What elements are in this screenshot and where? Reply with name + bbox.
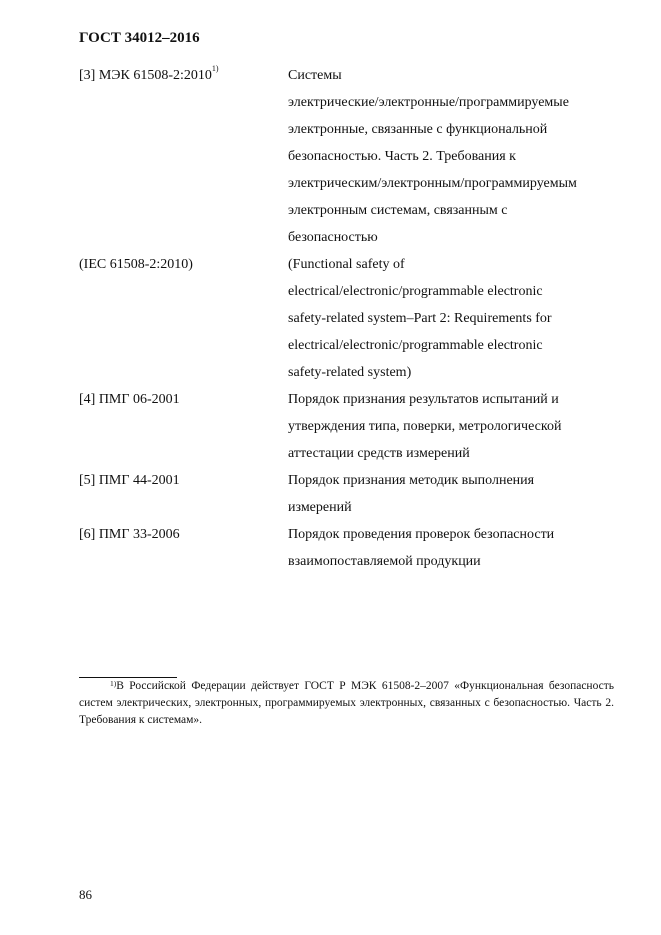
reference-item-4: [79, 386, 619, 467]
footnote-marker: 1): [211, 64, 219, 73]
reference-title-line: аттестации средств измерений: [288, 446, 470, 461]
reference-code: [79, 386, 288, 413]
reference-code-text: [5] ПМГ 44-2001: [79, 473, 180, 488]
references-list: [79, 62, 619, 575]
reference-title-line: безопасностью: [288, 230, 378, 245]
page-number: 86: [79, 887, 92, 902]
footnote-text: В Российской Федерации действует ГОСТ Р МЭК 61508-2–2007 «Функциональная безопасность систем электрических, электронных, программируемых электронных, связанных с безопасностью. Часть 2. Требования к системам».: [79, 680, 614, 726]
reference-code-text: [4] ПМГ 06-2001: [79, 392, 180, 407]
reference-title-line: Системы: [288, 68, 342, 83]
reference-code: [79, 521, 288, 548]
reference-title: [288, 467, 618, 521]
reference-title-line: electrical/electronic/programmable electronic: [288, 338, 543, 353]
reference-title-line: Порядок признания методик выполнения: [288, 473, 535, 488]
footnote-mark: 1): [110, 679, 117, 688]
reference-title-line: измерений: [288, 500, 352, 515]
reference-item-iec: [79, 251, 619, 386]
reference-title: [288, 62, 618, 251]
reference-title: [288, 521, 618, 575]
reference-title: [288, 251, 618, 386]
reference-title-line: electrical/electronic/programmable electronic: [288, 284, 543, 299]
reference-item-3: [79, 62, 619, 251]
reference-item-5: [79, 467, 619, 521]
reference-title-line: Порядок проведения проверок безопасности: [288, 527, 555, 542]
reference-item-6: [79, 521, 619, 575]
reference-title-line: электронные, связанные с функциональной: [288, 122, 548, 137]
document-header: ГОСТ 34012–2016: [79, 30, 200, 46]
reference-title-line: утверждения типа, поверки, метрологической: [288, 419, 562, 434]
reference-code: [79, 251, 288, 278]
reference-code-text: (IEC 61508-2:2010): [79, 257, 193, 272]
reference-code-text: [3] МЭК 61508-2:2010: [79, 68, 212, 83]
reference-code-text: [6] ПМГ 33-2006: [79, 527, 180, 542]
reference-title-line: электрическим/электронным/программируемым: [288, 176, 577, 191]
reference-title: [288, 386, 618, 467]
footnote: [79, 678, 614, 729]
reference-title-line: безопасностью. Часть 2. Требования к: [288, 149, 516, 164]
reference-title-line: электронным системам, связанным с: [288, 203, 508, 218]
reference-code: [79, 62, 288, 89]
reference-title-line: (Functional safety of: [288, 257, 405, 272]
reference-title-line: электрические/электронные/программируемые: [288, 95, 569, 110]
reference-title-line: safety-related system–Part 2: Requirements for: [288, 311, 552, 326]
reference-title-line: Порядок признания результатов испытаний и: [288, 392, 559, 407]
reference-title-line: взаимопоставляемой продукции: [288, 554, 481, 569]
reference-code: [79, 467, 288, 494]
reference-title-line: safety-related system): [288, 365, 412, 380]
